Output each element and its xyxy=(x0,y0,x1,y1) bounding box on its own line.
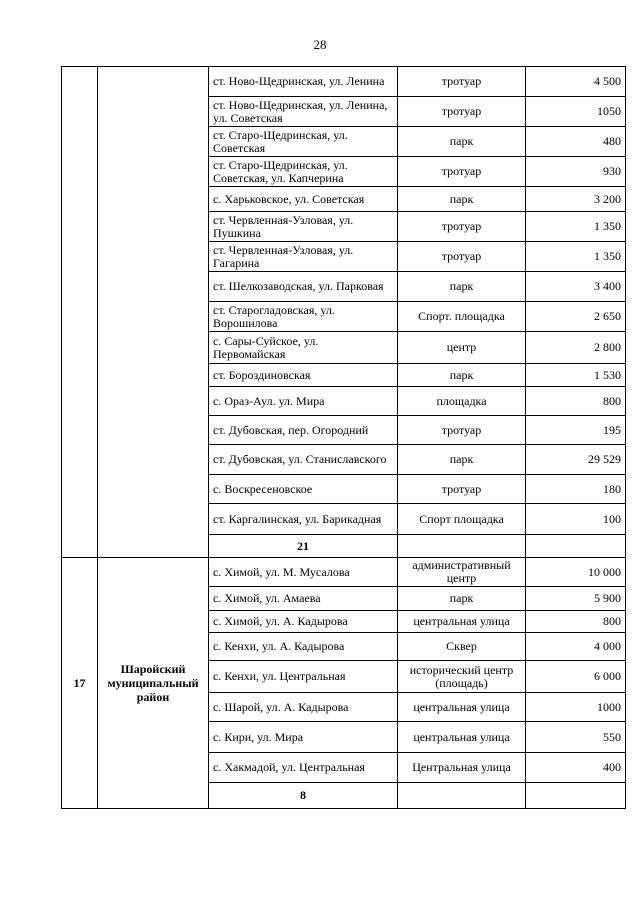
total-count: 8 xyxy=(209,783,398,809)
object-type-cell: тротуар xyxy=(398,475,526,504)
empty-cell xyxy=(398,535,526,558)
object-type-cell: тротуар xyxy=(398,242,526,272)
location-cell: ст. Червленная-Узловая, ул. Пушкина xyxy=(209,212,398,242)
location-cell: с. Кири, ул. Мира xyxy=(209,722,398,753)
location-cell: с. Сары-Суйское, ул. Первомайская xyxy=(209,332,398,364)
location-cell: с. Воскресеновское xyxy=(209,475,398,504)
area-cell: 1 530 xyxy=(526,364,626,387)
area-cell: 180 xyxy=(526,475,626,504)
area-cell: 195 xyxy=(526,416,626,445)
location-cell: с. Кенхи, ул. А. Кадырова xyxy=(209,633,398,661)
object-type-cell: площадка xyxy=(398,387,526,416)
location-cell: ст. Старо-Щедринская, ул. Советская xyxy=(209,127,398,157)
location-cell: с. Кенхи, ул. Центральная xyxy=(209,661,398,693)
object-type-cell: Центральная улица xyxy=(398,753,526,783)
area-cell: 1050 xyxy=(526,97,626,127)
district-name xyxy=(98,67,209,558)
location-cell: ст. Дубовская, ул. Станиславского xyxy=(209,445,398,475)
row-number xyxy=(62,67,98,558)
district-name: Шаройский муниципальный район xyxy=(98,558,209,809)
location-cell: ст. Бороздиновская xyxy=(209,364,398,387)
object-type-cell: центральная улица xyxy=(398,693,526,722)
location-cell: ст. Ново-Щедринская, ул. Ленина xyxy=(209,67,398,97)
area-cell: 6 000 xyxy=(526,661,626,693)
area-cell: 550 xyxy=(526,722,626,753)
empty-cell xyxy=(526,783,626,809)
object-type-cell: Спорт площадка xyxy=(398,504,526,535)
location-cell: ст. Червленная-Узловая, ул. Гагарина xyxy=(209,242,398,272)
object-type-cell: центральная улица xyxy=(398,722,526,753)
row-number: 17 xyxy=(62,558,98,809)
object-type-cell: парк xyxy=(398,364,526,387)
object-type-cell: парк xyxy=(398,127,526,157)
object-type-cell: тротуар xyxy=(398,416,526,445)
area-cell: 2 650 xyxy=(526,302,626,332)
area-cell: 4 000 xyxy=(526,633,626,661)
object-type-cell: парк xyxy=(398,272,526,302)
object-type-cell: исторический центр (площадь) xyxy=(398,661,526,693)
object-type-cell: тротуар xyxy=(398,212,526,242)
area-cell: 800 xyxy=(526,387,626,416)
object-type-cell: центр xyxy=(398,332,526,364)
object-type-cell: центральная улица xyxy=(398,611,526,633)
page-number: 28 xyxy=(313,37,327,52)
object-type-cell: парк xyxy=(398,187,526,212)
area-cell: 100 xyxy=(526,504,626,535)
area-cell: 29 529 xyxy=(526,445,626,475)
object-type-cell: тротуар xyxy=(398,67,526,97)
object-type-cell: Спорт. площадка xyxy=(398,302,526,332)
empty-cell xyxy=(398,783,526,809)
empty-cell xyxy=(526,535,626,558)
area-cell: 1 350 xyxy=(526,212,626,242)
location-cell: ст. Шелкозаводская, ул. Парковая xyxy=(209,272,398,302)
area-cell: 480 xyxy=(526,127,626,157)
area-cell: 800 xyxy=(526,611,626,633)
area-cell: 5 900 xyxy=(526,587,626,611)
location-cell: с. Химой, ул. М. Мусалова xyxy=(209,558,398,587)
territories-table xyxy=(61,66,626,809)
total-count: 21 xyxy=(209,535,398,558)
area-cell: 10 000 xyxy=(526,558,626,587)
location-cell: ст. Дубовская, пер. Огородний xyxy=(209,416,398,445)
location-cell: с. Хакмадой, ул. Центральная xyxy=(209,753,398,783)
object-type-cell: Сквер xyxy=(398,633,526,661)
object-type-cell: парк xyxy=(398,445,526,475)
area-cell: 400 xyxy=(526,753,626,783)
area-cell: 3 400 xyxy=(526,272,626,302)
location-cell: ст. Каргалинская, ул. Барикадная xyxy=(209,504,398,535)
area-cell: 930 xyxy=(526,157,626,187)
object-type-cell: тротуар xyxy=(398,97,526,127)
object-type-cell: административный центр xyxy=(398,558,526,587)
area-cell: 2 800 xyxy=(526,332,626,364)
location-cell: ст. Старо-Щедринская, ул. Советская, ул. Капчерина xyxy=(209,157,398,187)
area-cell: 1 350 xyxy=(526,242,626,272)
location-cell: с. Химой, ул. Амаева xyxy=(209,587,398,611)
table-row xyxy=(62,67,626,97)
location-cell: ст. Старогладовская, ул. Ворошилова xyxy=(209,302,398,332)
location-cell: с. Химой, ул. А. Кадырова xyxy=(209,611,398,633)
area-cell: 1000 xyxy=(526,693,626,722)
area-cell: 4 500 xyxy=(526,67,626,97)
location-cell: с. Шарой, ул. А. Кадырова xyxy=(209,693,398,722)
object-type-cell: тротуар xyxy=(398,157,526,187)
location-cell: ст. Ново-Щедринская, ул. Ленина, ул. Советская xyxy=(209,97,398,127)
object-type-cell: парк xyxy=(398,587,526,611)
table-row xyxy=(62,558,626,587)
location-cell: с. Харьковское, ул. Советская xyxy=(209,187,398,212)
location-cell: с. Ораз-Аул. ул. Мира xyxy=(209,387,398,416)
area-cell: 3 200 xyxy=(526,187,626,212)
